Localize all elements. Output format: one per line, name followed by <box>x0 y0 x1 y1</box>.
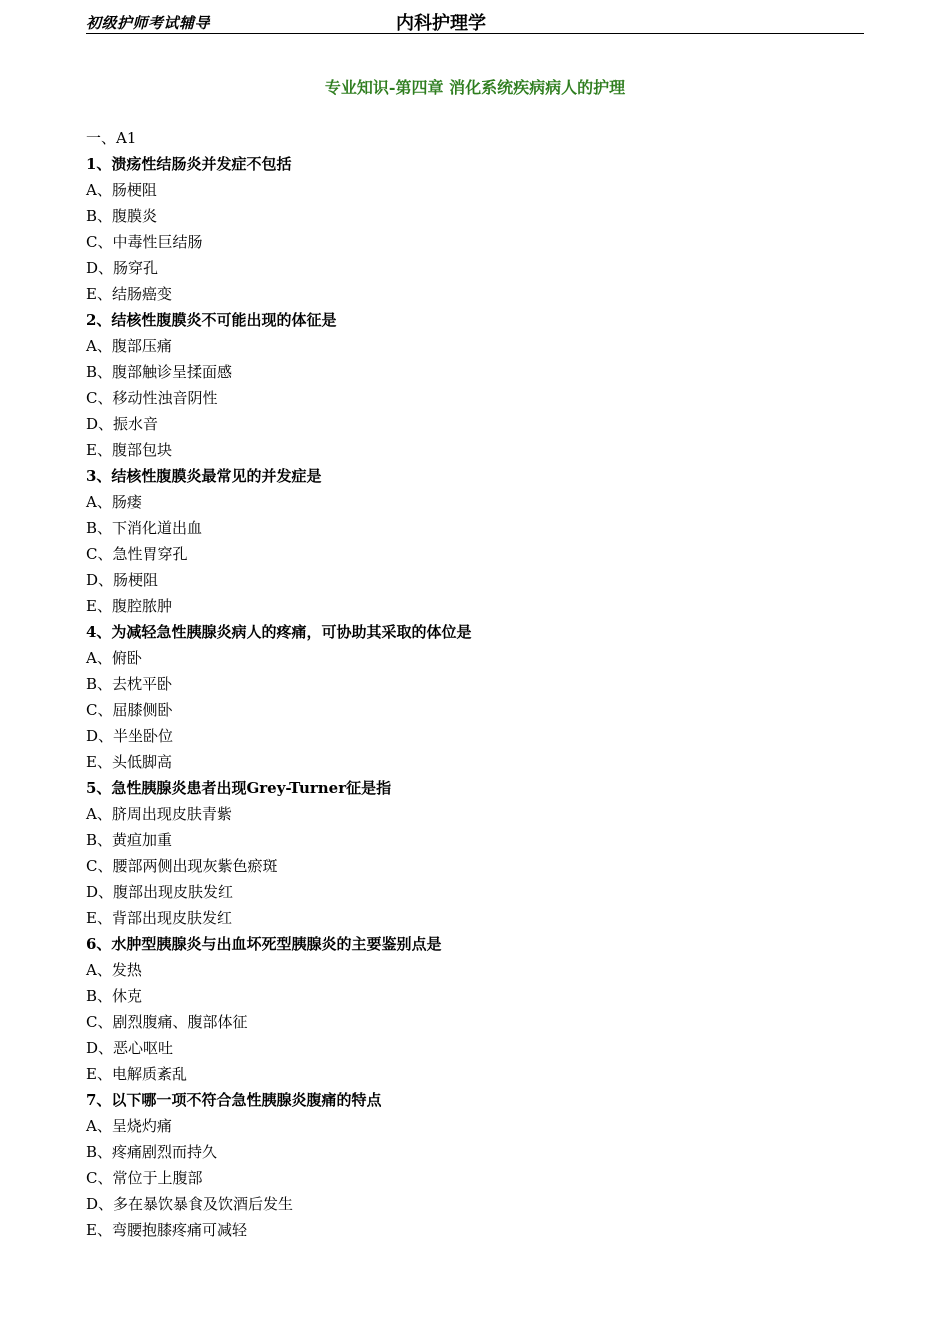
answer-option: A、腹部压痛 <box>86 337 172 355</box>
answer-option: A、肠瘘 <box>86 493 142 511</box>
answer-option: E、结肠癌变 <box>86 285 172 303</box>
answer-option: C、屈膝侧卧 <box>86 701 173 719</box>
chapter-title: 专业知识-第四章 消化系统疾病病人的护理 <box>324 78 626 97</box>
answer-option: C、常位于上腹部 <box>86 1169 203 1187</box>
answer-option: E、电解质紊乱 <box>86 1065 187 1083</box>
question-block <box>86 1087 876 1243</box>
answer-option: B、下消化道出血 <box>86 519 203 537</box>
answer-option: B、腹部触诊呈揉面感 <box>86 363 233 381</box>
question-stem: 3、结核性腹膜炎最常见的并发症是 <box>86 467 322 485</box>
answer-option: C、中毒性巨结肠 <box>86 233 203 251</box>
answer-option: C、移动性浊音阴性 <box>86 389 218 407</box>
question-stem: 4、为减轻急性胰腺炎病人的疼痛，可协助其采取的体位是 <box>86 623 472 641</box>
answer-option: D、恶心呕吐 <box>86 1039 174 1057</box>
page-header <box>86 8 864 34</box>
header-center-title: 内科护理学 <box>396 13 486 34</box>
question-stem: 6、水肿型胰腺炎与出血坏死型胰腺炎的主要鉴别点是 <box>86 935 442 953</box>
question-block <box>86 775 876 931</box>
question-stem: 7、以下哪一项不符合急性胰腺炎腹痛的特点 <box>86 1091 382 1109</box>
question-stem: 2、结核性腹膜炎不可能出现的体征是 <box>86 311 337 329</box>
answer-option: D、肠梗阻 <box>86 571 159 589</box>
answer-option: D、腹部出现皮肤发红 <box>86 883 234 901</box>
answer-option: A、脐周出现皮肤青紫 <box>86 805 232 823</box>
question-block <box>86 463 876 619</box>
answer-option: D、振水音 <box>86 415 159 433</box>
question-block <box>86 619 876 775</box>
answer-option: E、弯腰抱膝疼痛可减轻 <box>86 1221 247 1239</box>
answer-option: C、腰部两侧出现灰紫色瘀斑 <box>86 857 278 875</box>
answer-option: E、腹腔脓肿 <box>86 597 172 615</box>
answer-option: C、急性胃穿孔 <box>86 545 188 563</box>
answer-option: B、休克 <box>86 987 143 1005</box>
question-block <box>86 307 876 463</box>
answer-option: E、背部出现皮肤发红 <box>86 909 232 927</box>
question-stem: 5、急性胰腺炎患者出现Grey-Turner征是指 <box>86 779 392 797</box>
answer-option: D、多在暴饮暴食及饮酒后发生 <box>86 1195 294 1213</box>
question-list <box>86 125 876 1243</box>
header-left-title: 初级护师考试辅导 <box>86 14 211 32</box>
answer-option: B、疼痛剧烈而持久 <box>86 1143 218 1161</box>
answer-option: D、半坐卧位 <box>86 727 174 745</box>
question-stem: 1、溃疡性结肠炎并发症不包括 <box>86 155 292 173</box>
answer-option: B、腹膜炎 <box>86 207 158 225</box>
answer-option: A、呈烧灼痛 <box>86 1117 172 1135</box>
answer-option: A、肠梗阻 <box>86 181 157 199</box>
section-label: 一、A1 <box>86 129 137 147</box>
answer-option: C、剧烈腹痛、腹部体征 <box>86 1013 248 1031</box>
answer-option: B、去枕平卧 <box>86 675 173 693</box>
question-block <box>86 151 876 307</box>
answer-option: A、俯卧 <box>86 649 142 667</box>
answer-option: D、肠穿孔 <box>86 259 159 277</box>
question-block <box>86 931 876 1087</box>
answer-option: E、腹部包块 <box>86 441 172 459</box>
answer-option: E、头低脚高 <box>86 753 172 771</box>
answer-option: B、黄疸加重 <box>86 831 173 849</box>
answer-option: A、发热 <box>86 961 142 979</box>
